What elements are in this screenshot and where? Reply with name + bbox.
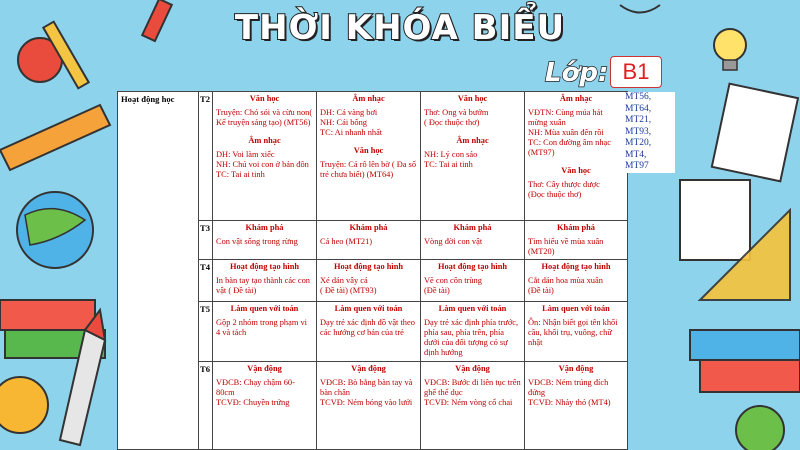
lesson-cell [421,302,525,362]
lesson-line: Tìm hiểu về mùa xuân [528,237,604,246]
lesson-line: TC: Con đường âm nhạc (MT97) [528,138,611,157]
lesson-cell [421,260,525,302]
row-label: Hoạt động học [118,92,199,450]
lesson-line: Vẽ con côn trùng [424,276,482,285]
day-label: T3 [199,221,213,260]
lesson-line: ( Đọc thuộc thơ) [424,118,480,127]
subject-heading: Hoạt động tạo hình [333,262,404,271]
subject-heading: Khám phá [349,223,388,232]
lesson-line: VĐTN: Cùng múa hát mừng xuân [528,108,603,127]
timetable [117,91,628,450]
lesson-line: Cắt dán hoa mùa xuân [528,276,603,285]
lesson-line: TC: Tai ai tinh [216,170,265,179]
lesson-line: TCVĐ: Nhảy thỏ (MT4) [528,398,611,407]
book-icon [0,300,95,330]
class-label: Lớp: [545,58,609,88]
lesson-cell [317,260,421,302]
subject-heading: Hoạt động tạo hình [229,262,300,271]
subject-heading: Hoạt động tạo hình [541,262,611,271]
subject-heading: Văn học [561,166,591,175]
lesson-line: (Đề tài) [528,286,554,295]
day-label: T5 [199,302,213,362]
lesson-cell [317,362,421,450]
objective-code: MT21, [625,115,652,125]
subject-heading: Văn học [353,146,384,155]
lesson-line: TCVĐ: Chuyền trứng [216,398,290,407]
lesson-cell [317,92,421,221]
objective-code: MT97 [625,161,649,171]
lesson-cell [525,302,628,362]
subject-heading: Âm nhạc [559,94,593,103]
lesson-line: NH: Lý con sáo [424,150,478,159]
lesson-cell [525,362,628,450]
lesson-cell [317,302,421,362]
lesson-cell [525,260,628,302]
subject-heading: Làm quen với toán [438,304,507,313]
page-title: THỜI KHÓA BIỂU [234,8,566,48]
objective-code: MT20, [625,138,652,148]
lesson-cell [213,260,317,302]
subject-heading: Âm nhạc [352,94,385,103]
lesson-line: TC: Ai nhanh nhất [320,128,383,137]
objective-code: MT93, [625,126,652,137]
subject-heading: Vận động [351,364,386,373]
lesson-line: VĐCB: Bò bằng bàn tay và bàn chân [320,378,413,397]
lesson-line: (Đề tài) [424,286,450,295]
table-row [118,92,628,221]
lesson-cell [317,221,421,260]
objective-code: MT64, [625,103,652,114]
lesson-line: TCVĐ: Ném bóng vào lưới [320,398,413,407]
subject-heading: Khám phá [453,223,492,232]
lesson-cell [213,92,317,221]
lesson-line: Dạy trẻ xác định đồ vật theo các hướng cơ bản của trẻ [320,318,415,337]
lesson-line: Con vật sống trong rừng [216,237,298,246]
lesson-line: NH: Chú voi con ở bản đôn [216,160,309,169]
lesson-cell [421,221,525,260]
subject-heading: Vận động [558,364,594,373]
lesson-line: Gộp 2 nhóm trong phạm vi 4 và tách [216,318,307,337]
lesson-cell [213,221,317,260]
lesson-cell [421,92,525,221]
lesson-line: Xé dán vây cá [320,276,368,285]
lesson-line: Thơ: Cây thược dược [528,180,600,189]
day-label: T2 [199,92,213,221]
lesson-line: Truyện: Chó sói và cừu non( Kể truyện sáng tạo) (MT56) [216,108,313,127]
day-label: T4 [199,260,213,302]
subject-heading: Khám phá [557,223,595,232]
lesson-line: VĐCB: Chạy chậm 60-80cm [216,378,295,397]
lesson-line: Ôn: Nhận biết gọi tên khối cầu, khối trụ, vuông, chữ nhật [528,318,618,347]
subject-heading: Âm nhạc [456,136,489,145]
lesson-line: DH: Cá vàng bơi [320,108,378,117]
lesson-cell [525,92,628,221]
objective-codes [625,92,675,173]
lesson-line: Thơ: Ong và bướm [424,108,489,117]
subject-heading: Làm quen với toán [334,304,403,313]
objective-code: MT4, [625,149,647,160]
lesson-line: In bàn tay tạo thành các con vật ( Đề tài) [216,276,310,295]
subject-heading: Vận động [455,364,490,373]
lesson-line: VĐCB: Bước đi liên tục trên ghế thể dục [424,378,521,397]
lesson-line: Vòng đời con vật [424,237,483,246]
subject-heading: Làm quen với toán [542,304,610,313]
lesson-cell [213,362,317,450]
lesson-line: Cá heo (MT21) [320,237,373,246]
lesson-cell [525,221,628,260]
lesson-line: (MT20) [528,247,555,256]
subject-heading: Hoạt động tạo hình [437,262,508,271]
subject-heading: Văn học [249,94,280,103]
lightbulb-icon [714,29,746,61]
lesson-line: (Đọc thuộc thơ) [528,190,582,199]
lesson-line: TC: Tai ai tinh [424,160,473,169]
lesson-line: Truyện: Cá rô lên bờ ( Đa số trẻ chưa biết) (MT64) [320,160,417,179]
lesson-line: VĐCB: Ném trúng đích đứng [528,378,609,397]
subject-heading: Văn học [457,94,488,103]
lesson-line: NH: Mùa xuân đến rồi [528,128,604,137]
objective-code: MT56, [625,92,652,102]
lesson-line: ( Đề tài) (MT93) [320,286,377,295]
lesson-cell [421,362,525,450]
lesson-line: TCVĐ: Ném vòng cổ chai [424,398,513,407]
lesson-line: Dạy trẻ xác định phía trước, phía sau, phía trên, phía dưới của đối tượng có sự định hướng [424,318,519,357]
paper-icon [680,180,750,260]
subject-heading: Âm nhạc [248,136,281,145]
subject-heading: Khám phá [245,223,284,232]
day-label: T6 [199,362,213,450]
lesson-line: DH: Voi làm xiếc [216,150,275,159]
lesson-cell [213,302,317,362]
subject-heading: Vận động [247,364,282,373]
lesson-line: NH: Cái bống [320,118,367,127]
subject-heading: Làm quen với toán [230,304,299,313]
class-value: B1 [610,56,662,88]
